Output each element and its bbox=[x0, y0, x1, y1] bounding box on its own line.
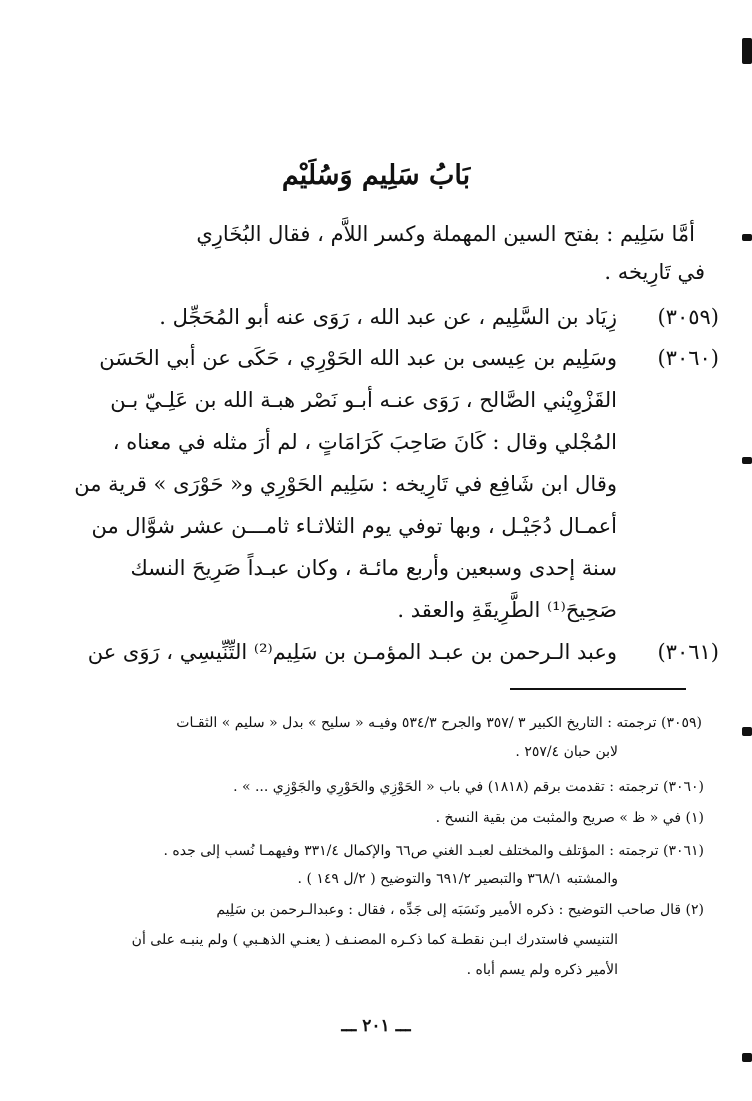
chapter-heading: بَابُ سَلِيم وَسُلَيْم bbox=[281, 160, 471, 191]
intro-line-2: في تَارِيخه . bbox=[604, 260, 705, 284]
entry-number: (٣٠٦٠) bbox=[657, 346, 719, 370]
entry-line: وعبد الـرحمن بن عبـد المؤمـن بن سَلِيم⁽²⁾ التِّنِّيسِي ، رَوَى عن bbox=[87, 640, 617, 664]
footnote-line: والمشتبه ٣٦٨/١ والتبصير ٦٩١/٢ والتوضيح ( ٢/ل ١٤٩ ) . bbox=[297, 871, 618, 887]
scan-edge-mark bbox=[742, 727, 752, 736]
footnote-line: (١) في « ظ » صريح والمثبت من بقية النسخ . bbox=[435, 810, 704, 826]
scan-edge-mark bbox=[742, 457, 752, 464]
entry-number: (٣٠٦١) bbox=[657, 640, 719, 664]
entry-line: المُجْلي وقال : كَانَ صَاحِبَ كَرَامَاتٍ ، لم أرَ مثله في معناه ، bbox=[112, 430, 617, 454]
page-number: ـــ ٢٠١ ـــ bbox=[341, 1016, 411, 1036]
entry-line: القَزْوِيْني الصَّالح ، رَوَى عنـه أبـو نَصْر هبـة الله بن عَلِـيّ بـن bbox=[110, 388, 617, 412]
footnote-line: الأمير ذكره ولم يسم أباه . bbox=[466, 962, 618, 978]
entry-line: صَحِيحَ⁽¹⁾ الطَّرِيقَةِ والعقد . bbox=[397, 598, 617, 622]
entry-line: وسَلِيم بن عِيسى بن عبد الله الحَوْرِي ، حَكَى عن أبي الحَسَن bbox=[99, 346, 617, 370]
footnote-line: لابن حبان ٢٥٧/٤ . bbox=[515, 744, 618, 760]
entry-line: وقال ابن شَافِع في تَارِيخه : سَلِيم الحَوْرِي و« حَوْرَى » قرية من bbox=[74, 472, 617, 496]
footnote-line: (٣٠٦١) ترجمته : المؤتلف والمختلف لعبـد الغني ص٦٦ والإكمال ٣٣١/٤ وفيهمـا نُسب إلى جده . bbox=[163, 843, 704, 859]
entry-number: (٣٠٥٩) bbox=[657, 305, 719, 329]
intro-line-1: أمَّا سَلِيم : بفتح السين المهملة وكسر اللاَّم ، فقال البُخَارِي bbox=[196, 222, 695, 246]
entry-line: زِيَاد بن السَّلِيم ، عن عبد الله ، رَوَى عنه أبو المُحَجِّل . bbox=[159, 305, 617, 329]
footnote-line: (٣٠٦٠) ترجمته : تقدمت برقم (١٨١٨) في باب « الحَوْزِي والحَوْرِي والجَوْزِي ... » . bbox=[233, 779, 704, 795]
footnote-line: التنيسي فاستدرك ابـن نقطـة كما ذكـره المصنـف ( يعنـي الذهـبي ) ولم ينبـه على أن bbox=[131, 932, 618, 948]
scan-edge-mark bbox=[742, 234, 752, 241]
footnote-line: (٢) قال صاحب التوضيح : ذكره الأمير ونَسَبَه إلى جَدِّه ، فقال : وعبدالـرحمن بن سَلِيم bbox=[216, 902, 704, 918]
footnote-line: (٣٠٥٩) ترجمته : التاريخ الكبير ٣ /٣٥٧ والجرح ٥٣٤/٣ وفيـه « سليح » بدل « سليم » الثقـات bbox=[176, 715, 702, 731]
footnote-divider bbox=[510, 688, 686, 690]
entry-line: أعمـال دُجَيْـل ، وبها توفي يوم الثلاثـاء ثامـــن عشر شوَّال من bbox=[91, 514, 617, 538]
scan-edge-mark bbox=[742, 38, 752, 64]
scan-edge-mark bbox=[742, 1053, 752, 1062]
entry-line: سنة إحدى وسبعين وأربع مائـة ، وكان عبـداً صَرِيحَ النسك bbox=[130, 556, 617, 580]
